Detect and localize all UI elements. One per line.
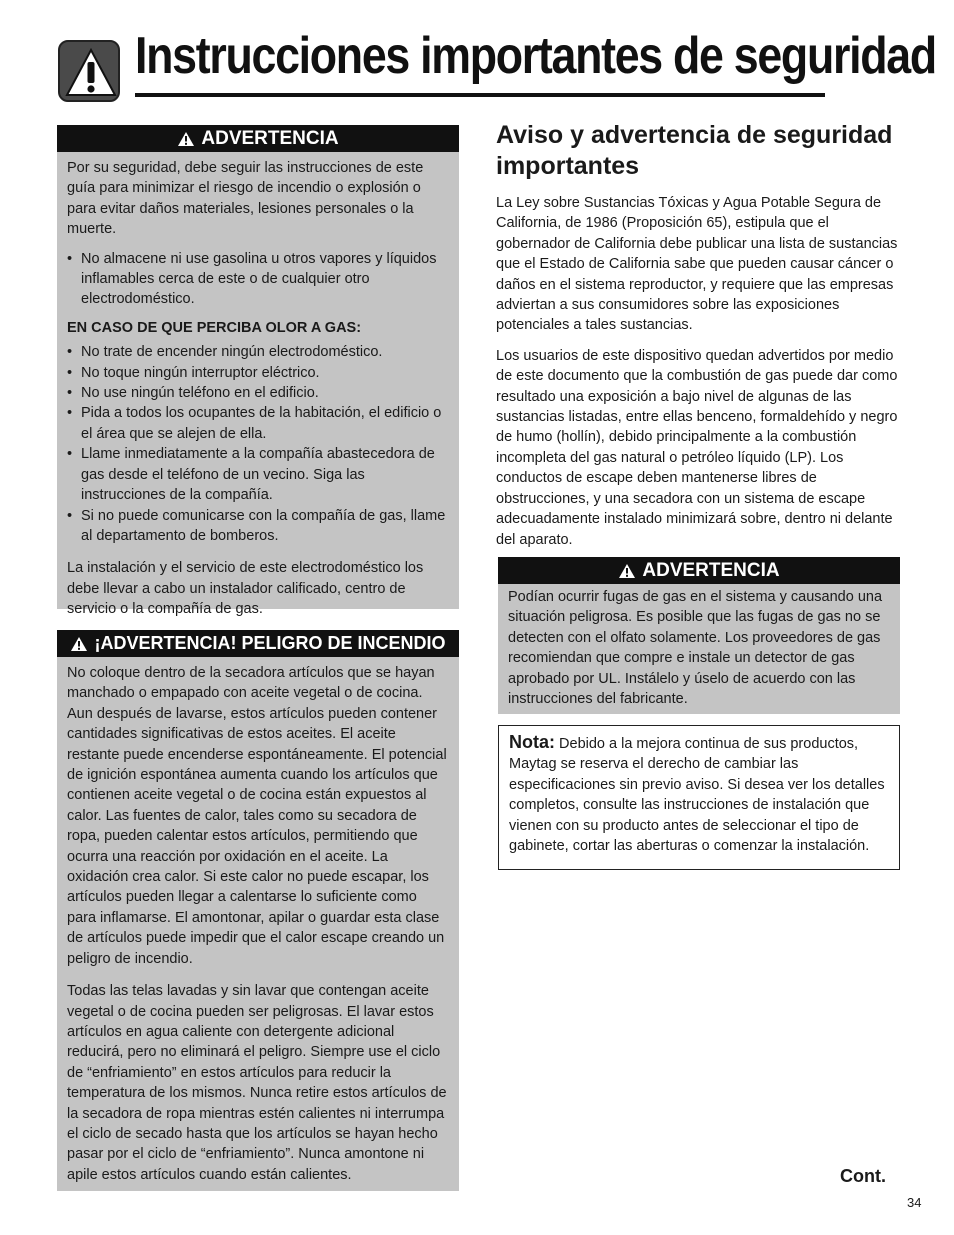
gas-leak-warning-box	[498, 557, 900, 714]
prop65-paragraph-2: Los usuarios de este dispositivo quedan advertidos por medio de este documento que la combustión de gas puede dar como resultado una exposición a bajo nivel de algunas de las sustancias listadas, entre ellas benceno, formaldehído y negro de humo (hollín), debido principalmente a la combustión incompleta del gas natural o petróleo líquido (LP). Los conductos de escape deben mantenerse libres de obstrucciones, y una secadora con un sistema de escape adecuadamente instalado minimizará sobre, dentro ni delante del aparato.	[496, 347, 898, 548]
list-item: • No almacene ni use gasolina u otros vapores y líquidos inflamables cerca de este o de cualquier otro electrodoméstico.	[67, 249, 449, 310]
gas-smell-subheading: EN CASO DE QUE PERCIBA OLOR A GAS:	[67, 319, 362, 336]
list-item: • No toque ningún interruptor eléctrico.	[67, 363, 449, 383]
page-title: Instrucciones importantes de seguridad	[135, 27, 936, 85]
warning-triangle-icon	[618, 563, 636, 579]
note-box	[498, 725, 900, 870]
gas-warning-title: ADVERTENCIA	[201, 127, 339, 149]
list-item: • Llame inmediatamente a la compañía abastecedora de gas desde el teléfono de un vecino. Siga las instrucciones de la compañía.	[67, 444, 449, 505]
gas-leak-warning-title: ADVERTENCIA	[642, 559, 780, 581]
warning-triangle-icon	[58, 40, 120, 102]
gas-leak-warning-text: Podían ocurrir fugas de gas en el sistema y causando una situación peligrosa. Es posible que las fugas de gas no se detecten con el olfato solamente. Los proveedores de gas recomiendan que compre e instale un detector de gas aprobado por UL. Instálelo y úselo de acuerdo con las instrucciones del fabricante.	[508, 589, 883, 708]
fire-warning-paragraph-2: Todas las telas lavadas y sin lavar que contengan aceite vegetal o de cocina pueden ser peligrosas. El lavar estos artículos en agua caliente con detergente adicional reducirá, pero no eliminará el peligro. Siempre use el ciclo de “enfriamiento” en estos artículos para reducir la temperatura de los mismos. Nunca retire estos artículos de la secadora de ropa mientras estén calientes ni interrumpa el ciclo de secado hasta que los artículos se hayan hecho pasar por el ciclo de “enfriamiento”. Nunca amontone ni apile estos artículos cuando están calientes.	[67, 983, 447, 1183]
note-text: Debido a la mejora continua de sus productos, Maytag se reserva el derecho de cambiar las especificaciones sin previo aviso. Si desea ver los detalles completos, consulte las instrucciones de instalación que vienen con su producto antes de seleccionar el tipo de gabinete, cortar las aberturas o comenzar la instalación.	[509, 736, 885, 855]
storage-bullets	[67, 249, 449, 310]
installation-note: La instalación y el servicio de este electrodoméstico los debe llevar a cabo un instalador calificado, centro de servicio o la compañía de gas.	[67, 560, 424, 618]
list-item: • No use ningún teléfono en el edificio.	[67, 383, 449, 403]
prop65-text	[496, 193, 900, 560]
list-item: • Si no puede comunicarse con la compañía de gas, llame al departamento de bomberos.	[67, 506, 449, 547]
fire-warning-header	[57, 630, 459, 657]
note-label: Nota:	[509, 732, 555, 752]
list-item: • No trate de encender ningún electrodoméstico.	[67, 342, 449, 362]
fire-warning-paragraph-1: No coloque dentro de la secadora artículos que se hayan manchado o empapado con aceite vegetal o de cocina. Aun después de lavarse, estos artículos pueden contener cantidades significativas de estos aceites. El aceite restante puede encenderse espontáneamente. El potencial de ignición espontánea aumenta cuando los artículos que contienen aceite vegetal o de cocina están expuestos al calor. Las fuentes de calor, tales como su secadora de ropa, pueden calentar estos artículos, permitiendo que ocurra una reacción por oxidación en el aceite. La oxidación crea calor. Si este calor no puede escapar, los artículos pueden llegar a calentarse lo suficiente como para inflamarse. El amontonar, apilar o guardar esta clase de artículos puede impedir que el calor escape creando un peligro de incendio.	[67, 665, 447, 967]
gas-warning-header	[57, 125, 459, 152]
page-number: 34	[907, 1195, 922, 1210]
gas-leak-warning-header	[498, 557, 900, 584]
title-underline	[135, 93, 825, 97]
list-item: • Pida a todos los ocupantes de la habitación, el edificio o el área que se alejen de ella.	[67, 403, 449, 444]
prop65-paragraph-1: La Ley sobre Sustancias Tóxicas y Agua Potable Segura de California, de 1986 (Proposición 65), estipula que el gobernador de California debe publicar una lista de sustancias que el Estado de California sabe que pueden causar cáncer o daños en el sistema reproductor, y requiere que las empresas adviertan a sus consumidores sobre las exposiciones potenciales a tales sustancias.	[496, 195, 898, 334]
continued-label: Cont.	[840, 1166, 886, 1186]
warning-triangle-icon	[177, 131, 195, 147]
gas-smell-bullets	[67, 342, 449, 546]
gas-warning-intro: Por su seguridad, debe seguir las instrucciones de este guía para minimizar el riesgo de incendio o explosión o para evitar daños materiales, lesiones personales o la muerte.	[67, 160, 424, 238]
fire-warning-title: ¡ADVERTENCIA! PELIGRO DE INCENDIO	[94, 633, 446, 653]
section-heading: Aviso y advertencia de seguridad importantes	[496, 121, 893, 180]
fire-warning-box	[57, 630, 459, 1191]
gas-warning-box	[57, 125, 459, 618]
warning-triangle-icon	[70, 636, 88, 652]
